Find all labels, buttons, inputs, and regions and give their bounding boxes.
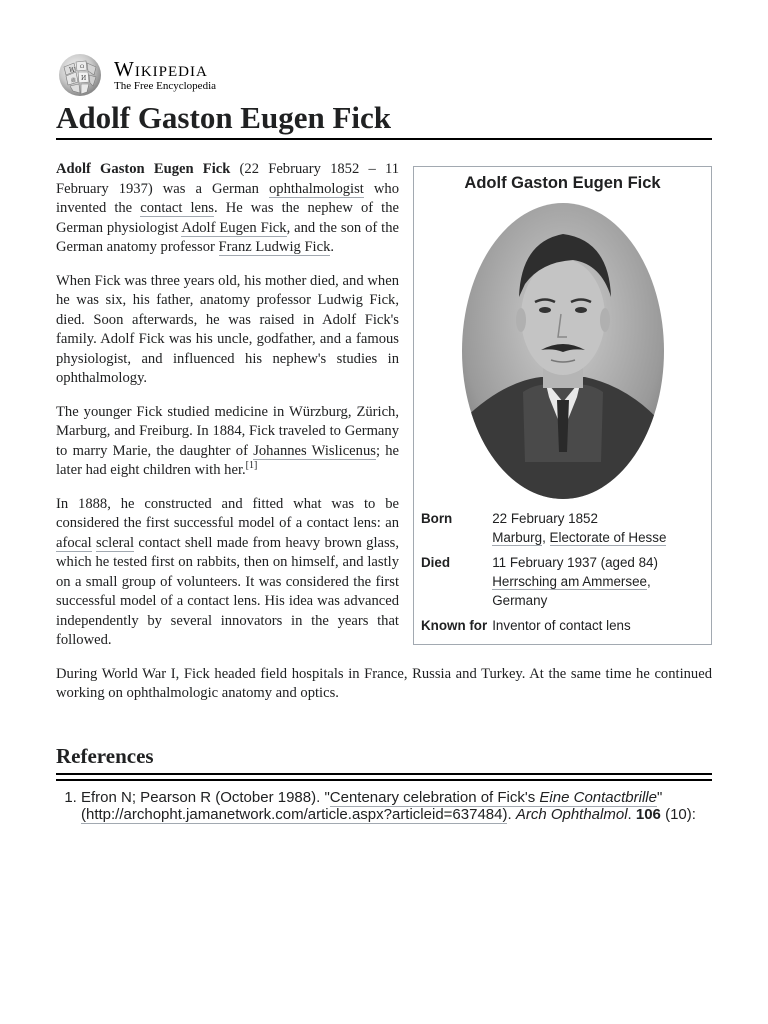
- paragraph-1: [56, 160, 399, 258]
- infobox-title: Adolf Gaston Eugen Fick: [464, 174, 661, 192]
- died-country: Germany: [492, 593, 548, 608]
- born-value: [487, 506, 711, 550]
- paragraph-4: [56, 495, 399, 651]
- text: In 1888, he constructed and fitted what was to be considered the first successful model of a contact lens: an: [56, 495, 399, 531]
- link-reference-url[interactable]: (http://archopht.jamanetwork.com/article.aspx?articleid=637484): [81, 805, 508, 823]
- volume: 106: [635, 805, 661, 823]
- text: .: [330, 239, 335, 255]
- link-scleral[interactable]: scleral: [95, 534, 135, 551]
- died-label: Died: [421, 555, 451, 570]
- journal-name: Arch Ophthalmol: [515, 805, 628, 823]
- link-franz-ludwig-fick[interactable]: Franz Ludwig Fick: [218, 239, 331, 255]
- paragraph-5: During World War I, Fick headed field hospitals in France, Russia and Turkey. At the same time he continued working on ophthalmologic anatomy and optics.: [56, 665, 712, 701]
- svg-text:W: W: [69, 67, 76, 74]
- page: [56, 52, 712, 823]
- link-adolf-eugen-fick[interactable]: Adolf Eugen Fick: [181, 219, 287, 236]
- link-herrsching-am-ammersee[interactable]: Herrsching am Ammersee: [492, 574, 647, 589]
- known-for-label: Known for: [421, 618, 488, 633]
- spacer: [56, 718, 712, 744]
- reference-link-1[interactable]: [1]: [245, 460, 258, 472]
- born-label: Born: [421, 511, 453, 526]
- infobox-table: [414, 506, 711, 638]
- site-header: [56, 52, 712, 98]
- link-reference-title[interactable]: [330, 789, 657, 807]
- infobox-row-died: [414, 550, 711, 613]
- link-marburg[interactable]: Marburg: [492, 530, 543, 545]
- link-johannes-wislicenus[interactable]: Johannes Wislicenus: [253, 442, 376, 459]
- infobox-row-known-for: [414, 613, 711, 638]
- link-ophthalmologist[interactable]: ophthalmologist: [268, 180, 364, 197]
- article-content: [56, 160, 712, 823]
- article-body-full: [56, 665, 712, 704]
- text: ; he later had eight children with her.: [56, 442, 400, 478]
- bold-title-name: Adolf Gaston Eugen Fick: [56, 161, 231, 177]
- died-separator: ,: [647, 574, 651, 589]
- page-title: Adolf Gaston Eugen Fick: [56, 98, 712, 140]
- link-electorate-of-hesse[interactable]: Electorate of Hesse: [549, 530, 667, 545]
- born-separator: ,: [542, 530, 550, 545]
- born-date: 22 February 1852: [492, 511, 598, 526]
- text: .: [507, 805, 516, 823]
- paragraph-3: [56, 403, 399, 481]
- text: .: [627, 805, 636, 823]
- text: (22 February 1852 – 11 February 1937) was a German: [56, 161, 399, 197]
- svg-text:維: 維: [71, 78, 77, 84]
- text: (10):: [660, 805, 696, 823]
- text: The younger Fick studied medicine in Würzburg, Zürich, Marburg, and Freiburg. In 1884, Fick traveled to Germany to marry Marie, the daughter of: [56, 403, 399, 459]
- text: , and the son of the German anatomy professor: [56, 219, 400, 255]
- link-contact-lens[interactable]: contact lens: [140, 200, 214, 216]
- infobox: [413, 166, 712, 645]
- text: Centenary celebration of Fick's: [329, 788, 540, 806]
- text: . He was the nephew of the German physiologist: [56, 200, 400, 236]
- known-for-value: Inventor of contact lens: [492, 618, 631, 633]
- text: who invented the: [56, 180, 399, 216]
- svg-text:И: И: [81, 75, 87, 82]
- references-heading: [56, 744, 712, 775]
- text: contact shell made from heavy brown glass, which he tested first on rabbits, then on himself, and lastly on a small group of volunteers. It was considered the first successful model of a contact lens. His idea was advanced independently by several innovators in the years that followed.: [56, 534, 399, 648]
- text: Eine Contactbrille: [539, 788, 657, 806]
- svg-text:Ω: Ω: [80, 64, 85, 70]
- references-list: [56, 779, 712, 823]
- text: ": [656, 788, 663, 806]
- portrait-image[interactable]: [461, 202, 665, 500]
- site-name: Wikipedia: [114, 57, 208, 81]
- link-afocal[interactable]: afocal: [56, 534, 92, 551]
- references-heading-text: References: [56, 743, 154, 768]
- died-value: [487, 550, 711, 613]
- paragraph-2: When Fick was three years old, his mother died, and when he was six, his father, anatomy professor Ludwig Fick, died. Soon afterwards, he was raised in Adolf Fick's family. Adolf Fick was his uncle, godfather, and a famous physiologist, and influenced his nephew's studies in ophthalmology.: [56, 272, 399, 386]
- wikipedia-globe-icon[interactable]: [56, 53, 104, 97]
- died-date: 11 February 1937 (aged 84): [492, 555, 658, 570]
- site-tagline: The Free Encyclopedia: [114, 80, 217, 92]
- infobox-row-born: [414, 506, 711, 550]
- wikipedia-wordmark[interactable]: [114, 58, 216, 92]
- text: Efron N; Pearson R (October 1988). ": [81, 788, 330, 806]
- reference-item: [81, 789, 712, 823]
- article-body: [56, 160, 399, 651]
